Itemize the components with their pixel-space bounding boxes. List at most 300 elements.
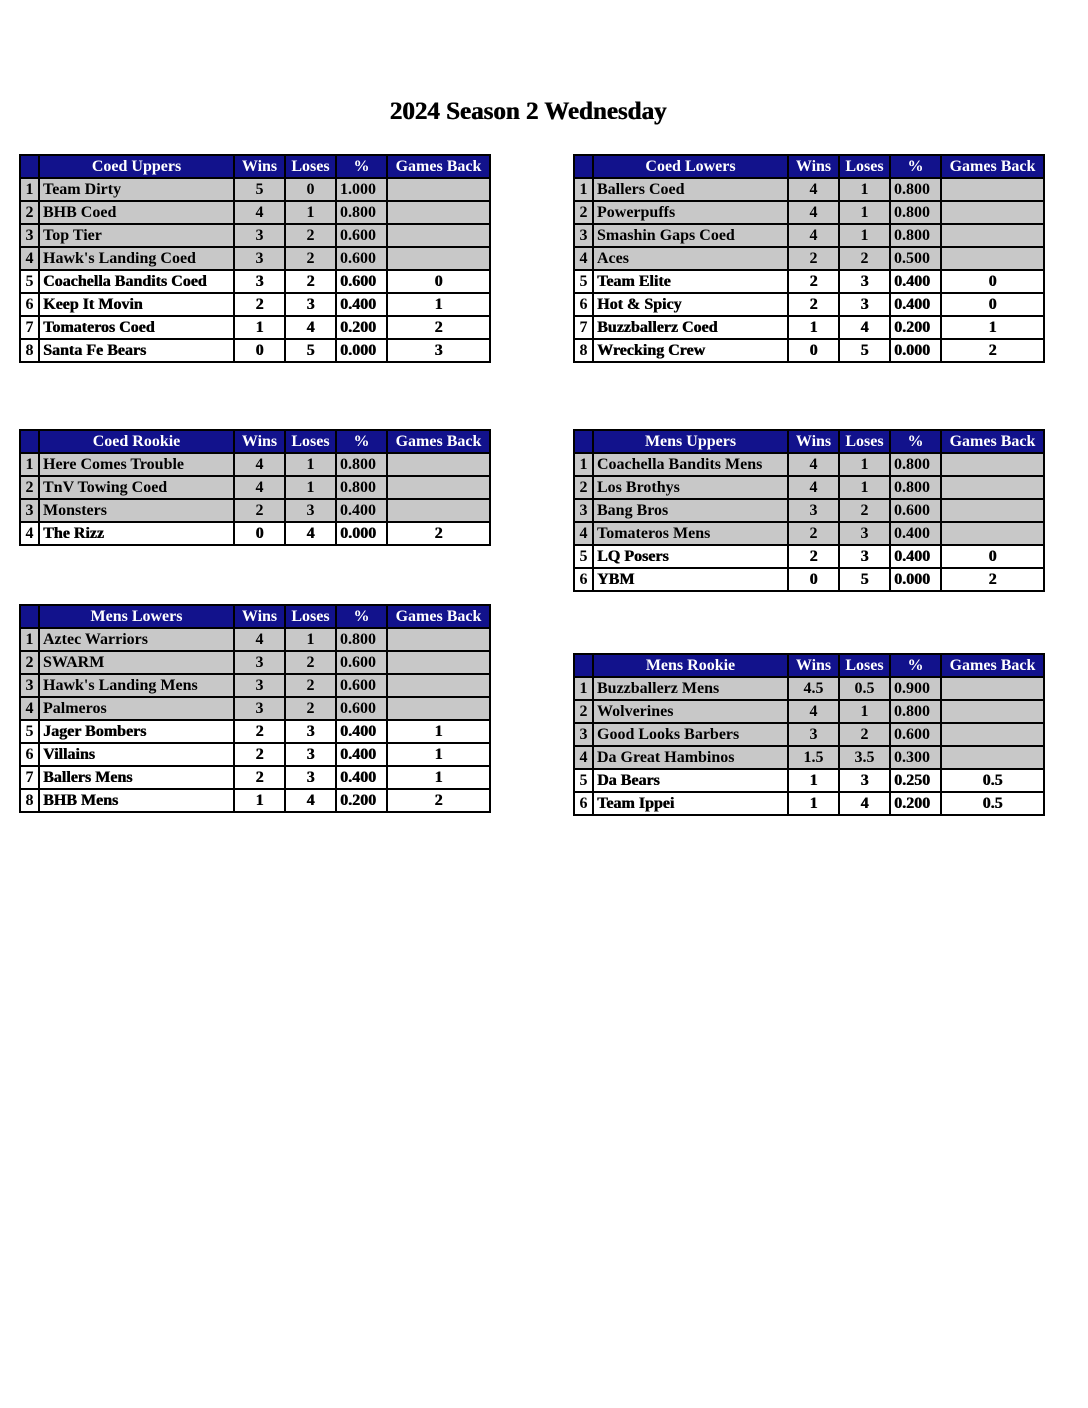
pct-cell: 0.200 [890, 792, 941, 815]
table-row [574, 499, 1044, 522]
pct-cell: 0.600 [336, 224, 387, 247]
team-name-cell: Smashin Gaps Coed [593, 224, 788, 247]
table-row [574, 545, 1044, 568]
team-name-cell: Aces [593, 247, 788, 270]
rank-cell: 3 [574, 224, 593, 247]
games-back-cell [941, 476, 1044, 499]
rank-cell: 1 [20, 628, 39, 651]
games-back-cell: 0 [941, 545, 1044, 568]
pct-header: % [336, 430, 387, 453]
division-name: Mens Uppers [593, 430, 788, 453]
header-rank-cell [574, 654, 593, 677]
pct-cell: 0.600 [890, 499, 941, 522]
wins-header: Wins [788, 654, 839, 677]
games-back-header: Games Back [387, 155, 490, 178]
team-name-cell: Top Tier [39, 224, 234, 247]
games-back-header: Games Back [941, 155, 1044, 178]
standings-table-mens-lowers [19, 604, 491, 813]
wins-cell: 3 [788, 499, 839, 522]
games-back-cell: 2 [387, 522, 490, 545]
loses-cell: 2 [285, 247, 336, 270]
loses-cell: 3 [839, 545, 890, 568]
team-name-cell: Bang Bros [593, 499, 788, 522]
header-rank-cell [20, 430, 39, 453]
pct-cell: 0.800 [890, 178, 941, 201]
loses-cell: 1 [839, 476, 890, 499]
pct-cell: 0.400 [890, 293, 941, 316]
rank-cell: 2 [20, 201, 39, 224]
loses-cell: 3 [839, 522, 890, 545]
header-row [574, 430, 1044, 453]
wins-cell: 1 [234, 316, 285, 339]
pct-header: % [890, 155, 941, 178]
team-name-cell: Palmeros [39, 697, 234, 720]
loses-cell: 2 [285, 697, 336, 720]
pct-cell: 0.800 [890, 201, 941, 224]
rank-cell: 4 [20, 697, 39, 720]
table-row [574, 224, 1044, 247]
rank-cell: 8 [20, 339, 39, 362]
rank-cell: 5 [574, 769, 593, 792]
table-row [20, 628, 490, 651]
loses-cell: 4 [839, 316, 890, 339]
team-name-cell: Team Dirty [39, 178, 234, 201]
wins-cell: 1 [234, 789, 285, 812]
wins-cell: 4 [788, 700, 839, 723]
wins-cell: 4 [234, 628, 285, 651]
loses-cell: 1 [839, 201, 890, 224]
table-row [574, 792, 1044, 815]
table-row [574, 453, 1044, 476]
pct-cell: 1.000 [336, 178, 387, 201]
loses-cell: 0 [285, 178, 336, 201]
table-row [20, 743, 490, 766]
team-name-cell: Wrecking Crew [593, 339, 788, 362]
standings-table-coed-lowers [573, 154, 1045, 363]
team-name-cell: Aztec Warriors [39, 628, 234, 651]
table-row [20, 178, 490, 201]
games-back-header: Games Back [941, 430, 1044, 453]
games-back-cell [387, 224, 490, 247]
table-row [20, 453, 490, 476]
rank-cell: 2 [20, 651, 39, 674]
rank-cell: 8 [574, 339, 593, 362]
standings-table-coed-rookie [19, 429, 491, 546]
table-row [20, 766, 490, 789]
wins-cell: 2 [234, 293, 285, 316]
team-name-cell: Hawk's Landing Coed [39, 247, 234, 270]
table-row [20, 270, 490, 293]
pct-cell: 0.600 [336, 270, 387, 293]
pct-cell: 0.500 [890, 247, 941, 270]
pct-cell: 0.600 [336, 247, 387, 270]
pct-header: % [336, 605, 387, 628]
team-name-cell: Hawk's Landing Mens [39, 674, 234, 697]
games-back-cell: 2 [387, 316, 490, 339]
team-name-cell: Keep It Movin [39, 293, 234, 316]
wins-header: Wins [234, 605, 285, 628]
table-row [574, 293, 1044, 316]
wins-cell: 4 [234, 476, 285, 499]
division-name: Mens Lowers [39, 605, 234, 628]
table-row [574, 247, 1044, 270]
rank-cell: 2 [20, 476, 39, 499]
table-row [574, 723, 1044, 746]
wins-cell: 4 [788, 476, 839, 499]
rank-cell: 5 [574, 545, 593, 568]
pct-cell: 0.800 [890, 476, 941, 499]
loses-cell: 3 [285, 499, 336, 522]
games-back-cell [387, 178, 490, 201]
wins-cell: 1 [788, 792, 839, 815]
games-back-cell [387, 674, 490, 697]
games-back-cell [941, 522, 1044, 545]
wins-header: Wins [234, 155, 285, 178]
pct-cell: 0.400 [336, 766, 387, 789]
loses-header: Loses [839, 155, 890, 178]
games-back-cell: 0 [941, 270, 1044, 293]
table-row [574, 746, 1044, 769]
games-back-cell [941, 247, 1044, 270]
games-back-cell [387, 201, 490, 224]
wins-cell: 3 [788, 723, 839, 746]
wins-cell: 2 [788, 522, 839, 545]
rank-cell: 6 [574, 792, 593, 815]
wins-cell: 2 [234, 743, 285, 766]
pct-cell: 0.000 [890, 568, 941, 591]
team-name-cell: Buzzballerz Coed [593, 316, 788, 339]
rank-cell: 5 [20, 270, 39, 293]
table-row [574, 201, 1044, 224]
wins-cell: 1 [788, 769, 839, 792]
pct-cell: 0.800 [890, 224, 941, 247]
division-name: Coed Uppers [39, 155, 234, 178]
pct-cell: 0.400 [336, 720, 387, 743]
table-row [574, 476, 1044, 499]
games-back-cell [941, 700, 1044, 723]
table-row [20, 651, 490, 674]
pct-cell: 0.600 [336, 651, 387, 674]
rank-cell: 5 [20, 720, 39, 743]
games-back-cell: 2 [941, 339, 1044, 362]
loses-cell: 2 [839, 723, 890, 746]
rank-cell: 6 [574, 293, 593, 316]
games-back-cell [941, 677, 1044, 700]
team-name-cell: Villains [39, 743, 234, 766]
team-name-cell: Hot & Spicy [593, 293, 788, 316]
table-row [20, 697, 490, 720]
loses-cell: 2 [285, 651, 336, 674]
games-back-header: Games Back [387, 430, 490, 453]
games-back-cell [941, 723, 1044, 746]
loses-header: Loses [839, 430, 890, 453]
loses-header: Loses [839, 654, 890, 677]
table-row [20, 293, 490, 316]
loses-cell: 2 [285, 270, 336, 293]
header-rank-cell [20, 155, 39, 178]
wins-cell: 4 [788, 178, 839, 201]
pct-cell: 0.400 [890, 522, 941, 545]
wins-cell: 1 [788, 316, 839, 339]
pct-header: % [890, 430, 941, 453]
games-back-cell [387, 247, 490, 270]
wins-cell: 0 [788, 568, 839, 591]
games-back-cell [941, 201, 1044, 224]
rank-cell: 1 [574, 453, 593, 476]
pct-header: % [890, 654, 941, 677]
games-back-cell: 2 [941, 568, 1044, 591]
table-row [20, 674, 490, 697]
team-name-cell: Los Brothys [593, 476, 788, 499]
loses-cell: 3 [285, 293, 336, 316]
rank-cell: 7 [20, 766, 39, 789]
loses-cell: 5 [839, 568, 890, 591]
wins-cell: 3 [234, 270, 285, 293]
rank-cell: 1 [574, 178, 593, 201]
team-name-cell: Monsters [39, 499, 234, 522]
header-rank-cell [574, 155, 593, 178]
games-back-cell [941, 746, 1044, 769]
rank-cell: 4 [20, 247, 39, 270]
wins-cell: 3 [234, 697, 285, 720]
team-name-cell: Tomateros Coed [39, 316, 234, 339]
team-name-cell: Santa Fe Bears [39, 339, 234, 362]
header-rank-cell [20, 605, 39, 628]
games-back-cell: 0 [387, 270, 490, 293]
pct-cell: 0.000 [336, 339, 387, 362]
header-row [20, 605, 490, 628]
loses-cell: 3.5 [839, 746, 890, 769]
wins-cell: 3 [234, 674, 285, 697]
wins-cell: 2 [788, 270, 839, 293]
rank-cell: 3 [20, 224, 39, 247]
rank-cell: 2 [574, 700, 593, 723]
rank-cell: 8 [20, 789, 39, 812]
rank-cell: 1 [20, 453, 39, 476]
games-back-cell: 0.5 [941, 769, 1044, 792]
rank-cell: 1 [20, 178, 39, 201]
pct-cell: 0.800 [336, 201, 387, 224]
team-name-cell: Wolverines [593, 700, 788, 723]
team-name-cell: Ballers Mens [39, 766, 234, 789]
table-row [20, 789, 490, 812]
division-name: Coed Rookie [39, 430, 234, 453]
loses-cell: 1 [839, 700, 890, 723]
games-back-cell [387, 476, 490, 499]
wins-cell: 1.5 [788, 746, 839, 769]
loses-cell: 1 [285, 628, 336, 651]
loses-cell: 1 [285, 453, 336, 476]
rank-cell: 6 [574, 568, 593, 591]
loses-header: Loses [285, 155, 336, 178]
rank-cell: 4 [574, 522, 593, 545]
games-back-cell [941, 453, 1044, 476]
loses-cell: 2 [839, 247, 890, 270]
wins-cell: 2 [234, 499, 285, 522]
table-row [574, 270, 1044, 293]
table-row [20, 499, 490, 522]
rank-cell: 2 [574, 201, 593, 224]
table-row [574, 568, 1044, 591]
rank-cell: 4 [574, 247, 593, 270]
rank-cell: 1 [574, 677, 593, 700]
games-back-cell: 0 [941, 293, 1044, 316]
page-title: 2024 Season 2 Wednesday [389, 98, 667, 125]
rank-cell: 6 [20, 293, 39, 316]
games-back-cell: 1 [387, 293, 490, 316]
team-name-cell: BHB Coed [39, 201, 234, 224]
team-name-cell: Buzzballerz Mens [593, 677, 788, 700]
pct-cell: 0.250 [890, 769, 941, 792]
games-back-cell: 0.5 [941, 792, 1044, 815]
team-name-cell: Da Bears [593, 769, 788, 792]
loses-cell: 3 [839, 769, 890, 792]
wins-cell: 2 [788, 293, 839, 316]
pct-header: % [336, 155, 387, 178]
table-row [20, 522, 490, 545]
loses-cell: 1 [839, 178, 890, 201]
header-row [574, 654, 1044, 677]
loses-cell: 1 [285, 476, 336, 499]
wins-cell: 4 [788, 201, 839, 224]
team-name-cell: Coachella Bandits Mens [593, 453, 788, 476]
rank-cell: 7 [574, 316, 593, 339]
wins-cell: 4.5 [788, 677, 839, 700]
loses-cell: 4 [285, 522, 336, 545]
table-row [20, 201, 490, 224]
wins-cell: 4 [788, 453, 839, 476]
loses-cell: 3 [285, 720, 336, 743]
table-row [574, 700, 1044, 723]
table-row [574, 339, 1044, 362]
wins-cell: 3 [234, 224, 285, 247]
pct-cell: 0.200 [890, 316, 941, 339]
loses-cell: 3 [285, 743, 336, 766]
loses-cell: 4 [839, 792, 890, 815]
loses-cell: 5 [839, 339, 890, 362]
division-name: Coed Lowers [593, 155, 788, 178]
table-row [574, 769, 1044, 792]
pct-cell: 0.800 [890, 453, 941, 476]
pct-cell: 0.800 [336, 453, 387, 476]
standings-table-mens-rookie [573, 653, 1045, 816]
loses-cell: 1 [839, 224, 890, 247]
loses-cell: 2 [285, 224, 336, 247]
table-row [574, 178, 1044, 201]
loses-cell: 4 [285, 789, 336, 812]
loses-cell: 1 [839, 453, 890, 476]
team-name-cell: Powerpuffs [593, 201, 788, 224]
wins-cell: 5 [234, 178, 285, 201]
games-back-cell: 3 [387, 339, 490, 362]
loses-cell: 1 [285, 201, 336, 224]
pct-cell: 0.300 [890, 746, 941, 769]
wins-cell: 2 [234, 766, 285, 789]
loses-cell: 4 [285, 316, 336, 339]
rank-cell: 3 [574, 723, 593, 746]
pct-cell: 0.400 [336, 499, 387, 522]
pct-cell: 0.200 [336, 789, 387, 812]
team-name-cell: LQ Posers [593, 545, 788, 568]
games-back-cell: 1 [387, 720, 490, 743]
wins-header: Wins [788, 155, 839, 178]
team-name-cell: Team Ippei [593, 792, 788, 815]
rank-cell: 6 [20, 743, 39, 766]
pct-cell: 0.400 [336, 293, 387, 316]
games-back-cell: 1 [387, 766, 490, 789]
standings-table-coed-uppers [19, 154, 491, 363]
games-back-cell: 2 [387, 789, 490, 812]
loses-cell: 3 [839, 270, 890, 293]
loses-cell: 3 [285, 766, 336, 789]
team-name-cell: The Rizz [39, 522, 234, 545]
wins-header: Wins [234, 430, 285, 453]
table-row [574, 522, 1044, 545]
wins-cell: 4 [234, 453, 285, 476]
team-name-cell: Coachella Bandits Coed [39, 270, 234, 293]
loses-cell: 3 [839, 293, 890, 316]
team-name-cell: Ballers Coed [593, 178, 788, 201]
loses-cell: 2 [285, 674, 336, 697]
header-row [20, 430, 490, 453]
wins-cell: 4 [234, 201, 285, 224]
table-row [20, 339, 490, 362]
games-back-cell: 1 [387, 743, 490, 766]
wins-cell: 4 [788, 224, 839, 247]
games-back-cell [387, 628, 490, 651]
games-back-cell [941, 499, 1044, 522]
rank-cell: 3 [574, 499, 593, 522]
pct-cell: 0.200 [336, 316, 387, 339]
pct-cell: 0.800 [890, 700, 941, 723]
wins-header: Wins [788, 430, 839, 453]
table-row [20, 720, 490, 743]
rank-cell: 4 [574, 746, 593, 769]
wins-cell: 2 [788, 247, 839, 270]
pct-cell: 0.800 [336, 628, 387, 651]
pct-cell: 0.600 [336, 697, 387, 720]
rank-cell: 4 [20, 522, 39, 545]
pct-cell: 0.800 [336, 476, 387, 499]
loses-header: Loses [285, 430, 336, 453]
pct-cell: 0.900 [890, 677, 941, 700]
games-back-header: Games Back [387, 605, 490, 628]
wins-cell: 0 [234, 522, 285, 545]
team-name-cell: Jager Bombers [39, 720, 234, 743]
rank-cell: 2 [574, 476, 593, 499]
games-back-header: Games Back [941, 654, 1044, 677]
team-name-cell: BHB Mens [39, 789, 234, 812]
wins-cell: 0 [788, 339, 839, 362]
rank-cell: 3 [20, 674, 39, 697]
pct-cell: 0.400 [890, 270, 941, 293]
header-row [574, 155, 1044, 178]
games-back-cell: 1 [941, 316, 1044, 339]
wins-cell: 3 [234, 651, 285, 674]
team-name-cell: Good Looks Barbers [593, 723, 788, 746]
table-row [20, 224, 490, 247]
table-row [574, 316, 1044, 339]
team-name-cell: YBM [593, 568, 788, 591]
wins-cell: 2 [234, 720, 285, 743]
pct-cell: 0.400 [336, 743, 387, 766]
games-back-cell [387, 697, 490, 720]
loses-header: Loses [285, 605, 336, 628]
table-row [20, 316, 490, 339]
games-back-cell [387, 499, 490, 522]
table-row [574, 677, 1044, 700]
rank-cell: 7 [20, 316, 39, 339]
